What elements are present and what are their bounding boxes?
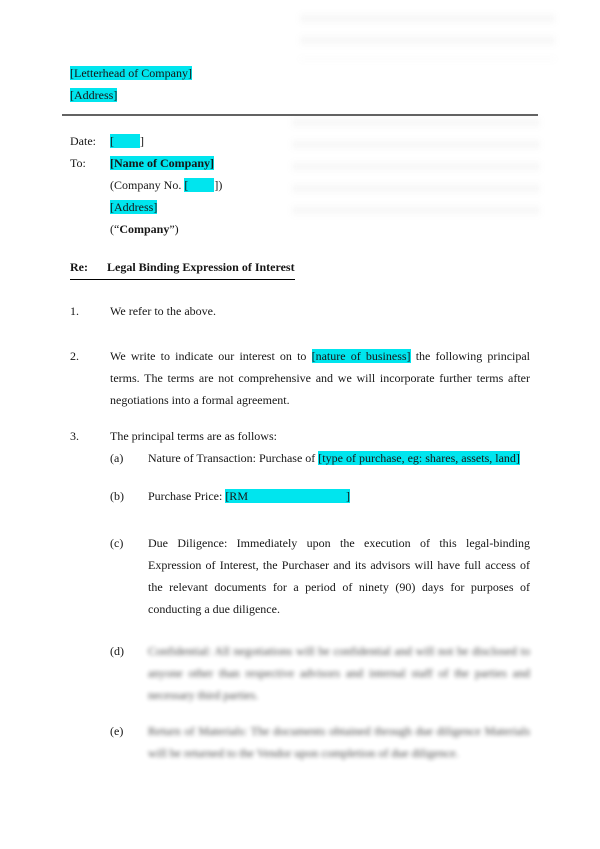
date-value <box>110 130 530 152</box>
date-line <box>70 130 530 152</box>
subject-line <box>70 256 530 280</box>
alias-name: Company <box>119 222 170 236</box>
company-no-line <box>110 174 530 196</box>
clause-text <box>110 345 530 411</box>
date-placeholder[interactable] <box>110 134 140 148</box>
recipient-address-line <box>110 196 530 218</box>
subclause-e <box>110 720 530 764</box>
subclause-letter: (c) <box>110 536 124 550</box>
clause-number: 1. <box>70 304 79 318</box>
clause-1 <box>70 300 530 322</box>
clause-text: We refer to the above. <box>110 304 216 318</box>
letterhead-company-placeholder[interactable]: [Letterhead of Company] <box>70 66 192 80</box>
subclause-c <box>110 532 530 620</box>
subclause-text <box>148 447 530 469</box>
subclause-a <box>110 447 530 469</box>
letterhead-company-line <box>70 62 530 84</box>
subclause-text <box>148 485 530 507</box>
to-label: To: <box>70 156 86 170</box>
company-no-close: ]) <box>214 178 223 192</box>
alias-open: (“ <box>110 222 120 236</box>
subclause-letter: (e) <box>110 724 124 738</box>
type-of-purchase-placeholder[interactable]: [type of purchase, eg: shares, assets, land] <box>318 451 520 465</box>
price-bracket-open: [RM <box>225 489 248 503</box>
clause-2-post: the following principal terms. The terms are not comprehensive and we will incorporate further terms after negotiations into a formal agreement. <box>110 349 531 407</box>
subclause-text: Due Diligence: Immediately upon the execution of this legal-binding Expression of Interest, the Purchaser and its advisors will have full access of the relevant documents for a period of ninety (90) days for purposes of conducting a due diligence. <box>148 536 530 616</box>
recipient-address-placeholder[interactable]: [Address] <box>110 200 158 214</box>
nature-of-business-placeholder[interactable]: [nature of business] <box>311 349 411 363</box>
company-alias-line <box>110 218 530 240</box>
recipient-name-placeholder[interactable]: [Name of Company] <box>110 156 214 170</box>
clause-2-pre: We write to indicate our interest on to <box>110 349 312 363</box>
subclause-d <box>110 640 530 706</box>
letterhead-address-line <box>70 84 530 106</box>
bleed-through-artifact <box>300 14 555 60</box>
recipient-block <box>70 152 530 240</box>
clause-text: The principal terms are as follows: <box>110 429 277 443</box>
price-bracket-close: ] <box>345 489 350 503</box>
recipient-name-line <box>110 152 530 174</box>
clause-number: 3. <box>70 429 79 443</box>
subject-underline <box>70 256 295 280</box>
subclause-a-pre: Nature of Transaction: Purchase of <box>148 451 319 465</box>
subclause-letter: (a) <box>110 451 124 465</box>
company-no-placeholder[interactable] <box>184 178 214 192</box>
subclause-b <box>110 485 530 507</box>
date-bracket-close: ] <box>140 134 144 148</box>
subject-label: Re: <box>70 260 88 274</box>
purchase-price-placeholder[interactable] <box>225 489 350 503</box>
alias-close: ”) <box>169 222 179 236</box>
subject-title: Legal Binding Expression of Interest <box>107 260 295 274</box>
clause-number: 2. <box>70 349 79 363</box>
subclause-b-pre: Purchase Price: <box>148 489 226 503</box>
company-no-bracket-open: [ <box>184 178 189 192</box>
letterhead-divider <box>62 114 538 116</box>
subclause-letter: (b) <box>110 489 124 503</box>
company-no-prefix: (Company No. <box>110 178 185 192</box>
subclause-text-redacted: Return of Materials: The documents obtained through due diligence Materials will be returned to the Vendor upon completion of due diligence. <box>148 724 530 760</box>
subclause-text-redacted: Confidential: All negotiations will be confidential and will not be disclosed to anyone other than respective advisors and internal staff of the parties and necessary third parties. <box>148 644 530 702</box>
date-bracket-open: [ <box>110 134 114 148</box>
subclause-list <box>110 447 530 764</box>
clause-2 <box>70 345 530 411</box>
recipient-details <box>110 152 530 240</box>
letterhead <box>70 62 530 106</box>
subclause-letter: (d) <box>110 644 124 658</box>
date-label: Date: <box>70 134 96 148</box>
clause-3 <box>70 425 530 447</box>
letterhead-address-placeholder[interactable]: [Address] <box>70 88 118 102</box>
